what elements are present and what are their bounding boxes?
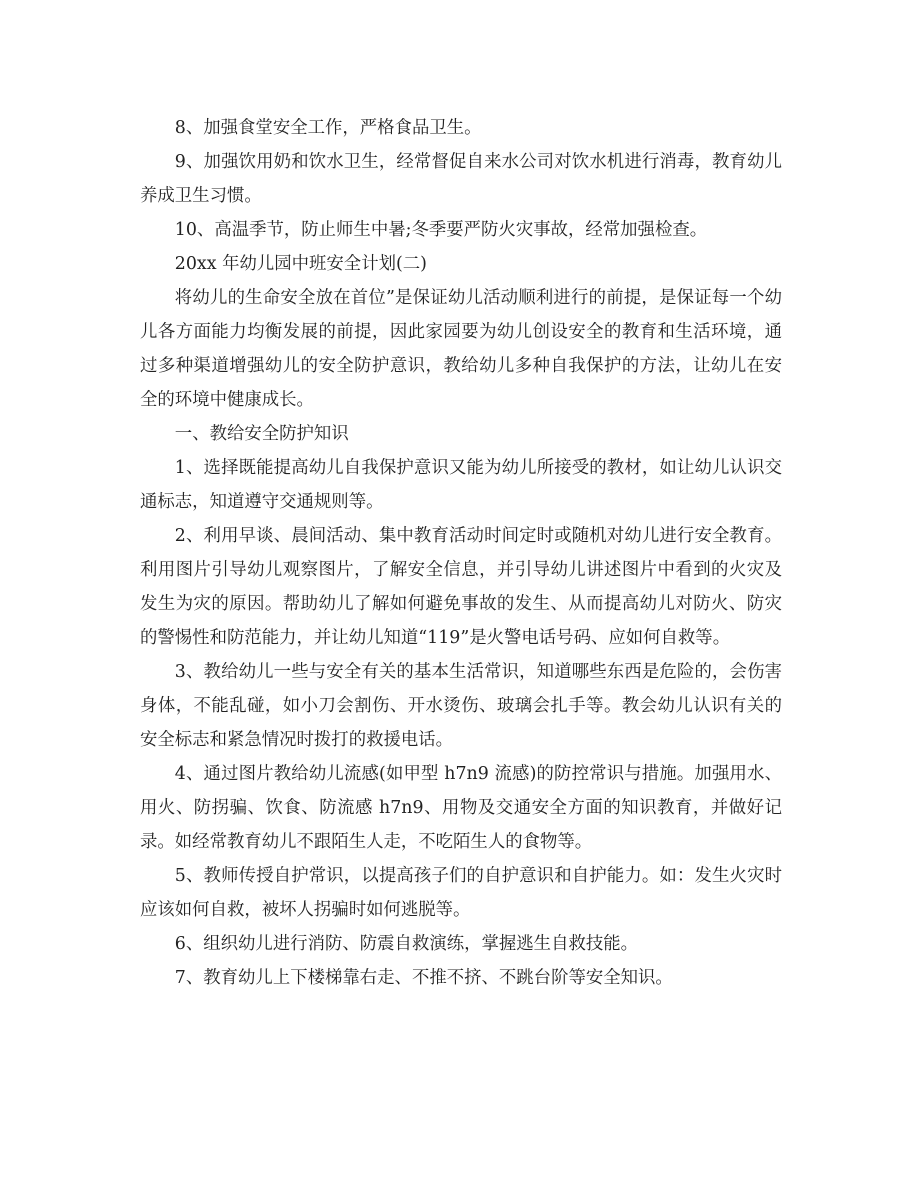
paragraph-item-1: 1、选择既能提高幼儿自我保护意识又能为幼儿所接受的教材，如让幼儿认识交通标志，知道遵守交通规则等。 — [140, 458, 782, 512]
section-heading-1: 一、教给安全防护知识 — [174, 424, 349, 444]
intro-paragraph: 将幼儿的生命安全放在首位”是保证幼儿活动顺利进行的前提，是保证每一个幼儿各方面能力均衡发展的前提，因此家园要为幼儿创设安全的教育和生活环境，通过多种渠道增强幼儿的安全防护意识，教给幼儿多种自我保护的方法，让幼儿在安全的环境中健康成长。 — [140, 288, 782, 410]
paragraph-item-3: 3、教给幼儿一些与安全有关的基本生活常识，知道哪些东西是危险的，会伤害身体，不能乱碰，如小刀会割伤、开水烫伤、玻璃会扎手等。教会幼儿认识有关的安全标志和紧急情况时拨打的救援电话。 — [140, 662, 782, 750]
paragraph-item-2: 2、利用早谈、晨间活动、集中教育活动时间定时或随机对幼儿进行安全教育。利用图片引导幼儿观察图片，了解安全信息，并引导幼儿讲述图片中看到的火灾及发生为灾的原因。帮助幼儿了解如何避免事故的发生、从而提高幼儿对防火、防灾的警惕性和防范能力，并让幼儿知道“119”是火警电话号码、应如何自救等。 — [140, 526, 782, 648]
paragraph-item-7: 7、教育幼儿上下楼梯靠右走、不推不挤、不跳台阶等安全知识。 — [174, 968, 673, 988]
paragraph-item-8: 8、加强食堂安全工作，严格食品卫生。 — [174, 118, 482, 138]
paragraph-item-10: 10、高温季节，防止师生中暑;冬季要严防火灾事故，经常加强检查。 — [174, 220, 708, 240]
paragraph-item-6: 6、组织幼儿进行消防、防震自救演练，掌握逃生自救技能。 — [174, 934, 639, 954]
paragraph-item-5: 5、教师传授自护常识，以提高孩子们的自护意识和自护能力。如：发生火灾时应该如何自救，被坏人拐骗时如何逃脱等。 — [140, 866, 782, 920]
section-title-plan-2: 20xx 年幼儿园中班安全计划(二) — [174, 254, 427, 274]
document-body — [140, 111, 782, 995]
paragraph-item-9: 9、加强饮用奶和饮水卫生，经常督促自来水公司对饮水机进行消毒，教育幼儿养成卫生习惯。 — [140, 152, 782, 206]
paragraph-item-4: 4、通过图片教给幼儿流感(如甲型 h7n9 流感)的防控常识与措施。加强用水、用火、防拐骗、饮食、防流感 h7n9、用物及交通安全方面的知识教育，并做好记录。如经常教育幼儿不跟陌生人走，不吃陌生人的食物等。 — [140, 764, 782, 852]
